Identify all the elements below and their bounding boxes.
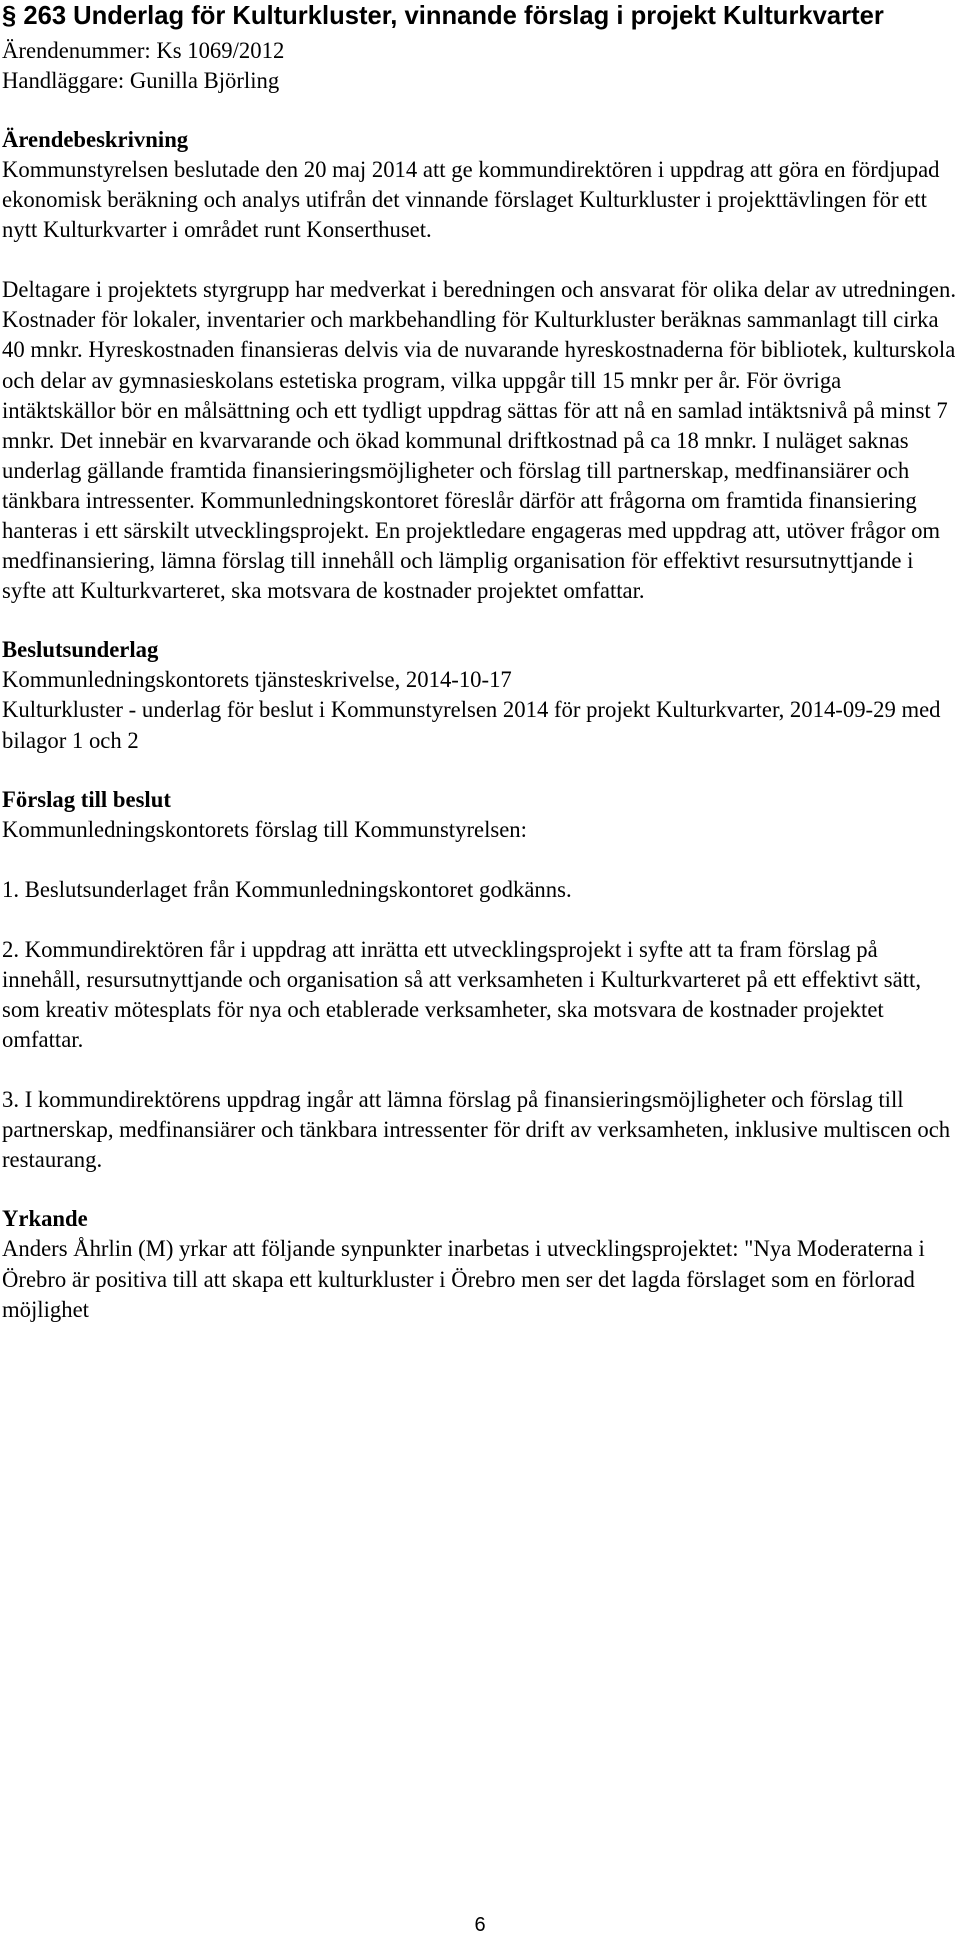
case-metadata bbox=[2, 36, 957, 96]
motion-text: Anders Åhrlin (M) yrkar att följande synpunkter inarbetas i utvecklingsprojektet: "Nya Moderaterna i Örebro är positiva till att skapa ett kulturkluster i Örebro men ser det lagda förslaget som en förlorad möjlighet bbox=[2, 1236, 925, 1322]
document-content bbox=[2, 0, 957, 1325]
motion-heading: Yrkande bbox=[2, 1206, 88, 1232]
case-description-paragraph-1: Kommunstyrelsen beslutade den 20 maj 2014 att ge kommundirektören i uppdrag att göra en fördjupad ekonomisk beräkning och analys utifrån det vinnande förslaget Kulturkluster i projekttävlingen för ett nytt Kulturkvarter i området runt Konserthuset. bbox=[2, 157, 940, 243]
motion-section bbox=[2, 1204, 957, 1324]
proposal-item-3: 3. I kommundirektörens uppdrag ingår att lämna förslag på finansieringsmöjligheter och förslag till partnerskap, medfinansiärer och tänkbara intressenter för drift av verksamheten, inklusive multiscen och restaurang. bbox=[2, 1087, 951, 1173]
proposal-heading: Förslag till beslut bbox=[2, 786, 171, 812]
proposal-intro: Kommunledningskontorets förslag till Kommunstyrelsen: bbox=[2, 816, 527, 842]
case-description-paragraph-2: Deltagare i projektets styrgrupp har medverkat i beredningen och ansvarat för olika delar av utredningen. Kostnader för lokaler, inventarier och markbehandling för Kulturkluster beräknas sammanlagt till cirka 40 mnkr. Hyreskostnaden finansieras delvis via de nuvarande hyreskostnaderna för bibliotek, kulturskola och delar av gymnasieskolans estetiska program, vilka uppgår till 15 mnkr per år. För övriga intäktskällor bör en målsättning och ett tydligt uppdrag sättas för att nå en samlad intäktsnivå på minst 7 mnkr. Det innebär en kvarvarande och ökad kommunal driftkostnad på ca 18 mnkr. I nuläget saknas underlag gällande framtida finansieringsmöjligheter och förslag till partnerskap, medfinansiärer och tänkbara intressenter. Kommunledningskontoret föreslår därför att frågorna om framtida finansiering hanteras i ett särskilt utvecklingsprojekt. En projektledare engageras med uppdrag att, utöver frågor om medfinansiering, lämna förslag till innehåll och lämplig organisation för effektivt resursutnyttjande i syfte att Kulturkvarteret, ska motsvara de kostnader projektet omfattar. bbox=[2, 277, 956, 604]
decision-basis-heading: Beslutsunderlag bbox=[2, 637, 159, 663]
proposal-item-1: 1. Beslutsunderlaget från Kommunledningskontoret godkänns. bbox=[2, 876, 572, 902]
case-description-heading: Ärendebeskrivning bbox=[2, 127, 189, 152]
case-number: Ärendenummer: Ks 1069/2012 bbox=[2, 38, 285, 63]
decision-basis-line-2: Kulturkluster - underlag för beslut i Kommunstyrelsen 2014 för projekt Kulturkvarter, 2014-09-29 med bilagor 1 och 2 bbox=[2, 697, 941, 753]
page-number: 6 bbox=[474, 1914, 486, 1936]
decision-basis-line-1: Kommunledningskontorets tjänsteskrivelse, 2014-10-17 bbox=[2, 667, 512, 693]
decision-basis-section bbox=[2, 635, 957, 755]
case-officer: Handläggare: Gunilla Björling bbox=[2, 68, 280, 93]
page-title: § 263 Underlag för Kulturkluster, vinnande förslag i projekt Kulturkvarter bbox=[2, 2, 884, 30]
proposal-item-2: 2. Kommundirektören får i uppdrag att inrätta ett utvecklingsprojekt i syfte att ta fram förslag på innehåll, resursutnyttjande och organisation så att verksamheten i Kulturkvarteret på ett effektivt sätt, som kreativ mötesplats för nya och etablerade verksamheter, ska motsvara de kostnader projektet omfattar. bbox=[2, 936, 921, 1053]
case-description-section bbox=[2, 125, 957, 606]
proposal-section bbox=[2, 785, 957, 1176]
